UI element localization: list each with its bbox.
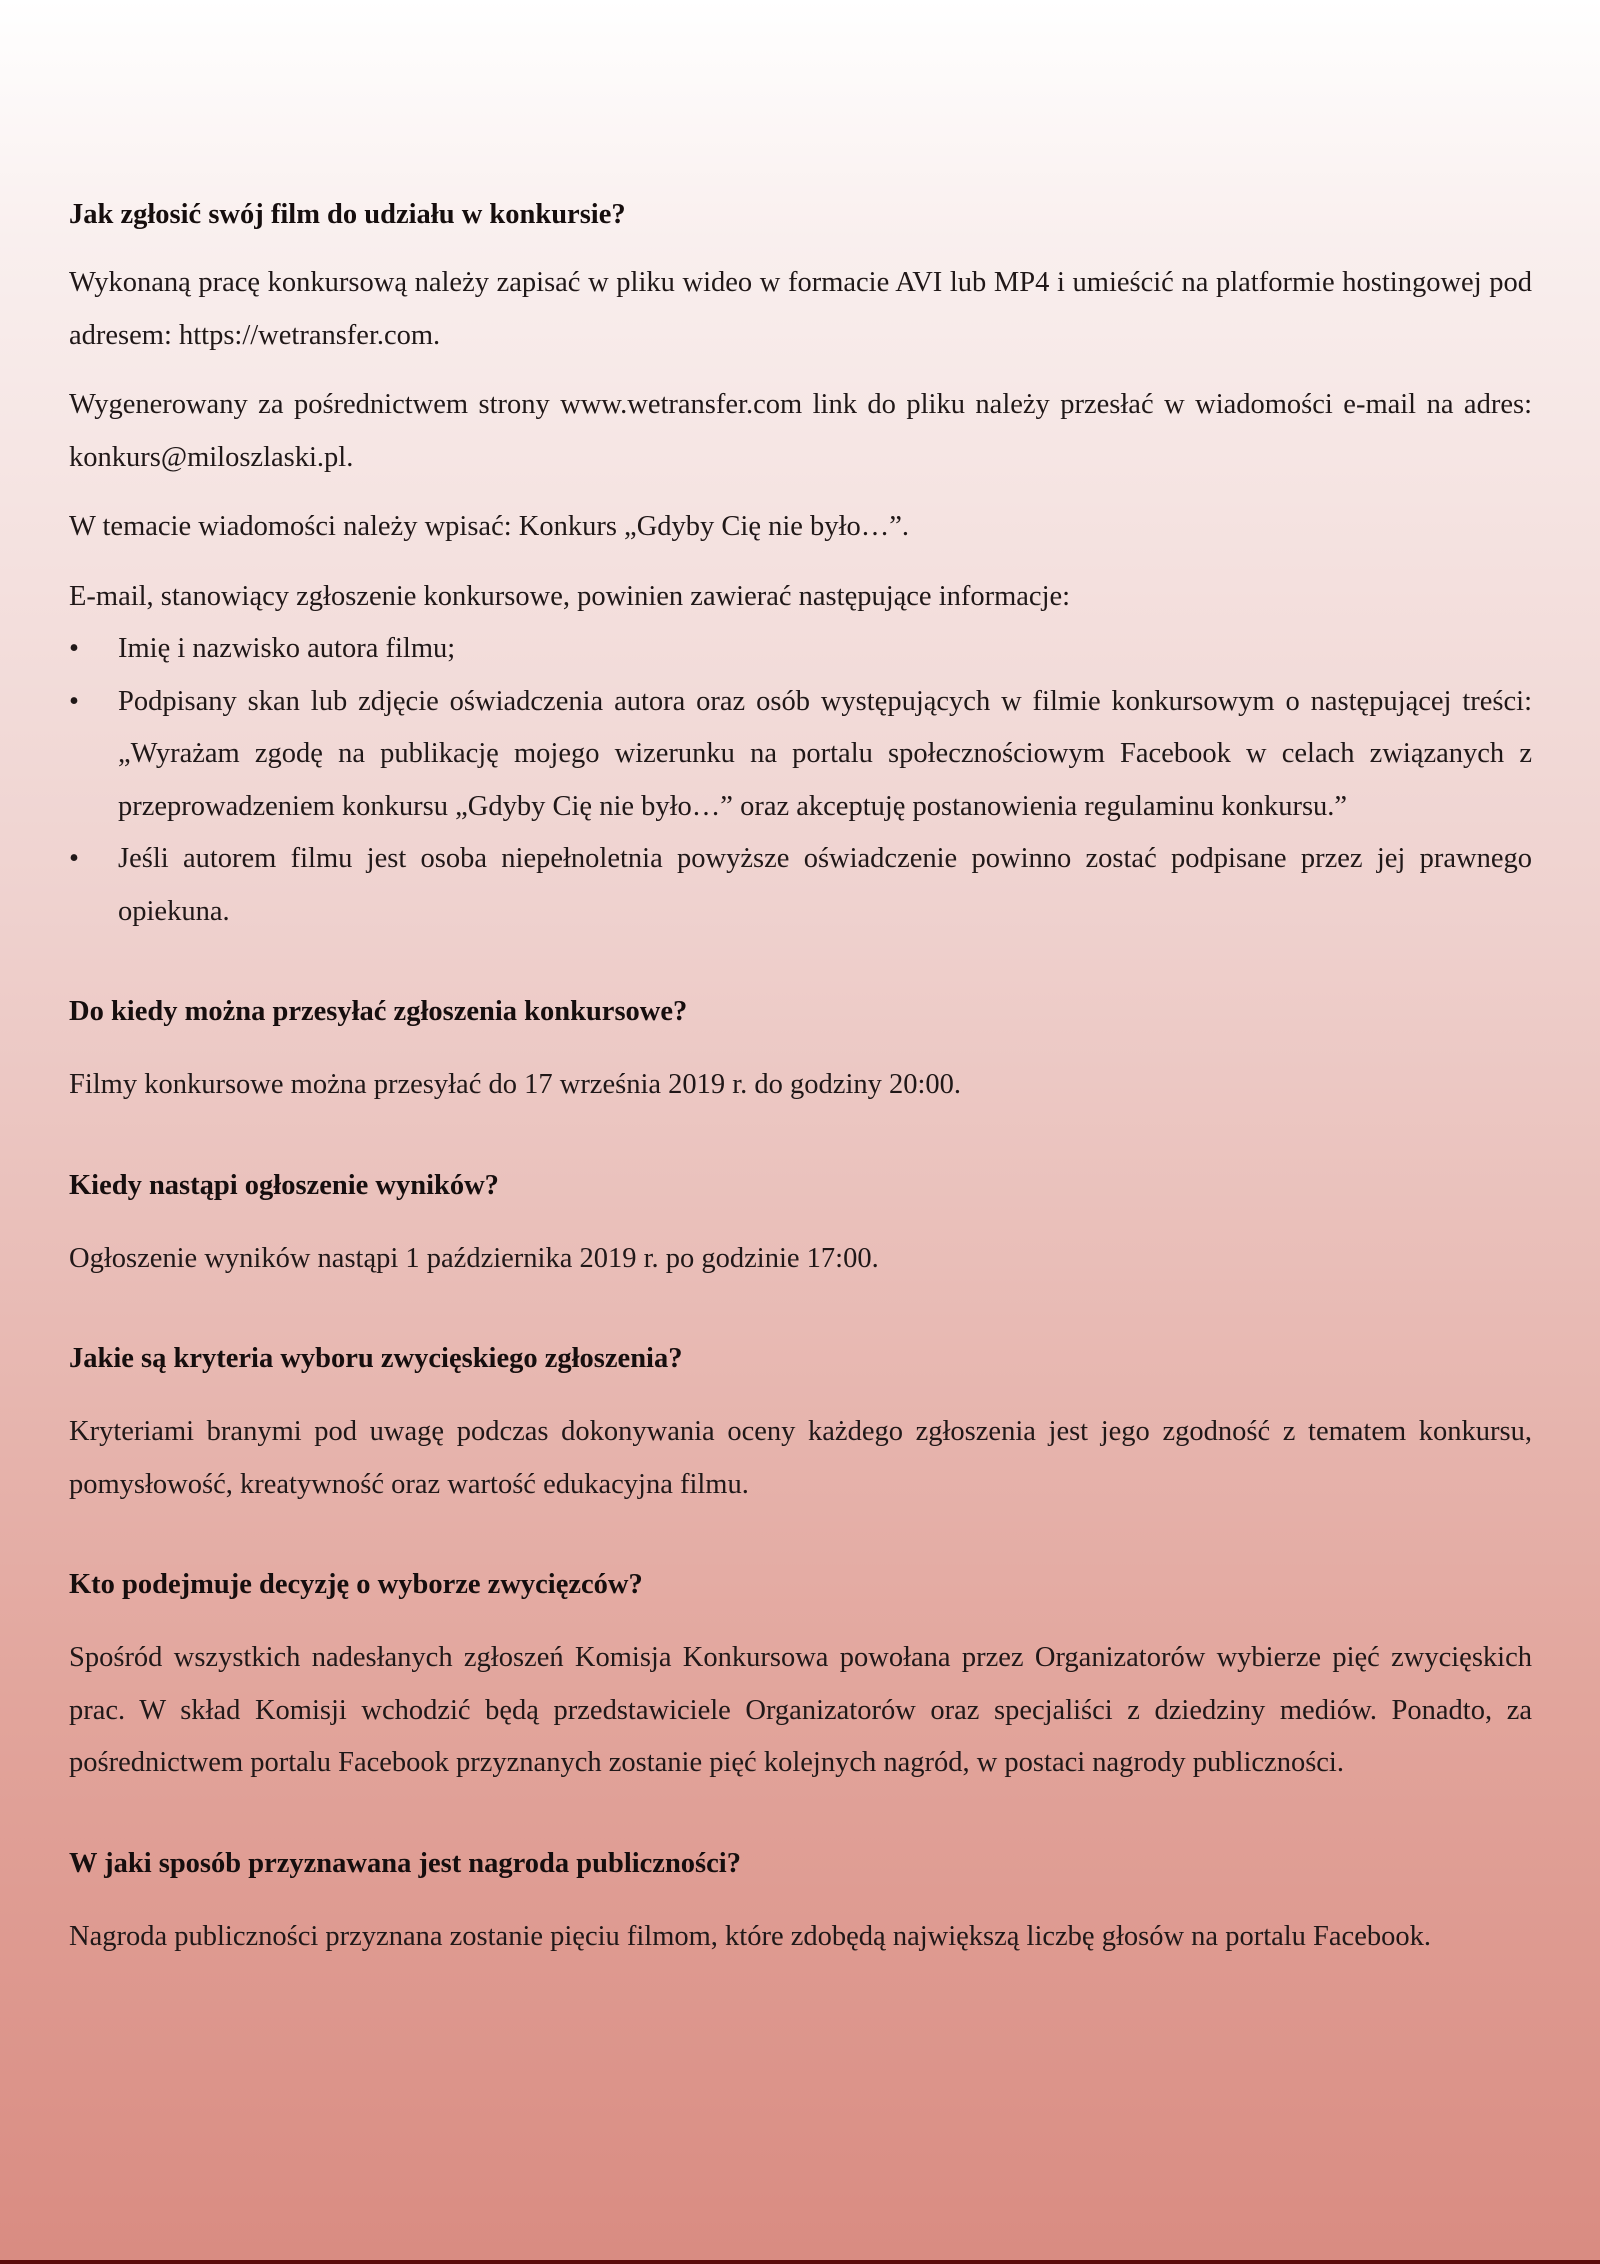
- section-heading: Jak zgłosić swój film do udziału w konkursie?: [69, 199, 626, 230]
- requirements-list: [69, 623, 1532, 938]
- bullet-marker: •: [69, 685, 79, 717]
- section-heading: Kiedy nastąpi ogłoszenie wyników?: [69, 1169, 499, 1201]
- bottom-border: [0, 2260, 1600, 2264]
- paragraph: Wygenerowany za pośrednictwem strony www.wetransfer.com link do pliku należy przesłać w wiadomości e-mail na adres: konkurs@miloszlaski.pl.: [69, 389, 1532, 473]
- section-heading: Do kiedy można przesyłać zgłoszenia konkursowe?: [69, 996, 688, 1027]
- bullet-marker: •: [69, 633, 79, 664]
- document-body: [69, 190, 1532, 1963]
- bullet-marker: •: [69, 843, 79, 874]
- paragraph: Kryteriami branymi pod uwagę podczas dokonywania oceny każdego zgłoszenia jest jego zgodność z tematem konkursu, pomysłowość, kreatywność oraz wartość edukacyjna filmu.: [69, 1416, 1532, 1500]
- section-heading: Kto podejmuje decyzję o wyborze zwycięzców?: [69, 1569, 643, 1600]
- list-item-text: Podpisany skan lub zdjęcie oświadczenia autora oraz osób występujących w filmie konkursowym o następującej treści: „Wyrażam zgodę na publikację mojego wizerunku na portalu społecznościowym Facebook w celach związanych z przeprowadzeniem konkursu „Gdyby Cię nie było…” oraz akceptuję postanowienia regulaminu konkursu.”: [118, 685, 1532, 822]
- list-item: [69, 833, 1532, 938]
- paragraph: E-mail, stanowiący zgłoszenie konkursowe, powinien zawierać następujące informacje:: [69, 580, 1071, 612]
- paragraph: W temacie wiadomości należy wpisać: Konkurs „Gdyby Cię nie było…”.: [69, 511, 909, 542]
- paragraph: Nagroda publiczności przyznana zostanie pięciu filmom, które zdobędą największą liczbę głosów na portalu Facebook.: [69, 1920, 1431, 1952]
- section-heading: Jakie są kryteria wyboru zwycięskiego zgłoszenia?: [69, 1343, 683, 1374]
- list-item: [69, 676, 1532, 834]
- section-heading: W jaki sposób przyznawana jest nagroda publiczności?: [69, 1847, 741, 1879]
- paragraph: Filmy konkursowe można przesyłać do 17 września 2019 r. do godziny 20:00.: [69, 1069, 962, 1100]
- list-item-text: Jeśli autorem filmu jest osoba niepełnoletnia powyższe oświadczenie powinno zostać podpisane przez jej prawnego opiekuna.: [118, 843, 1532, 927]
- paragraph: Ogłoszenie wyników nastąpi 1 października 2019 r. po godzinie 17:00.: [69, 1242, 879, 1274]
- paragraph: Wykonaną pracę konkursową należy zapisać w pliku wideo w formacie AVI lub MP4 i umieścić na platformie hostingowej pod adresem: https://wetransfer.com.: [69, 267, 1532, 351]
- list-item: [69, 623, 1532, 676]
- list-item-text: Imię i nazwisko autora filmu;: [118, 633, 456, 664]
- paragraph: Spośród wszystkich nadesłanych zgłoszeń Komisja Konkursowa powołana przez Organizatorów wybierze pięć zwycięskich prac. W skład Komisji wchodzić będą przedstawiciele Organizatorów oraz specjaliści z dziedziny mediów. Ponadto, za pośrednictwem portalu Facebook przyznanych zostanie pięć kolejnych nagród, w postaci nagrody publiczności.: [69, 1642, 1532, 1778]
